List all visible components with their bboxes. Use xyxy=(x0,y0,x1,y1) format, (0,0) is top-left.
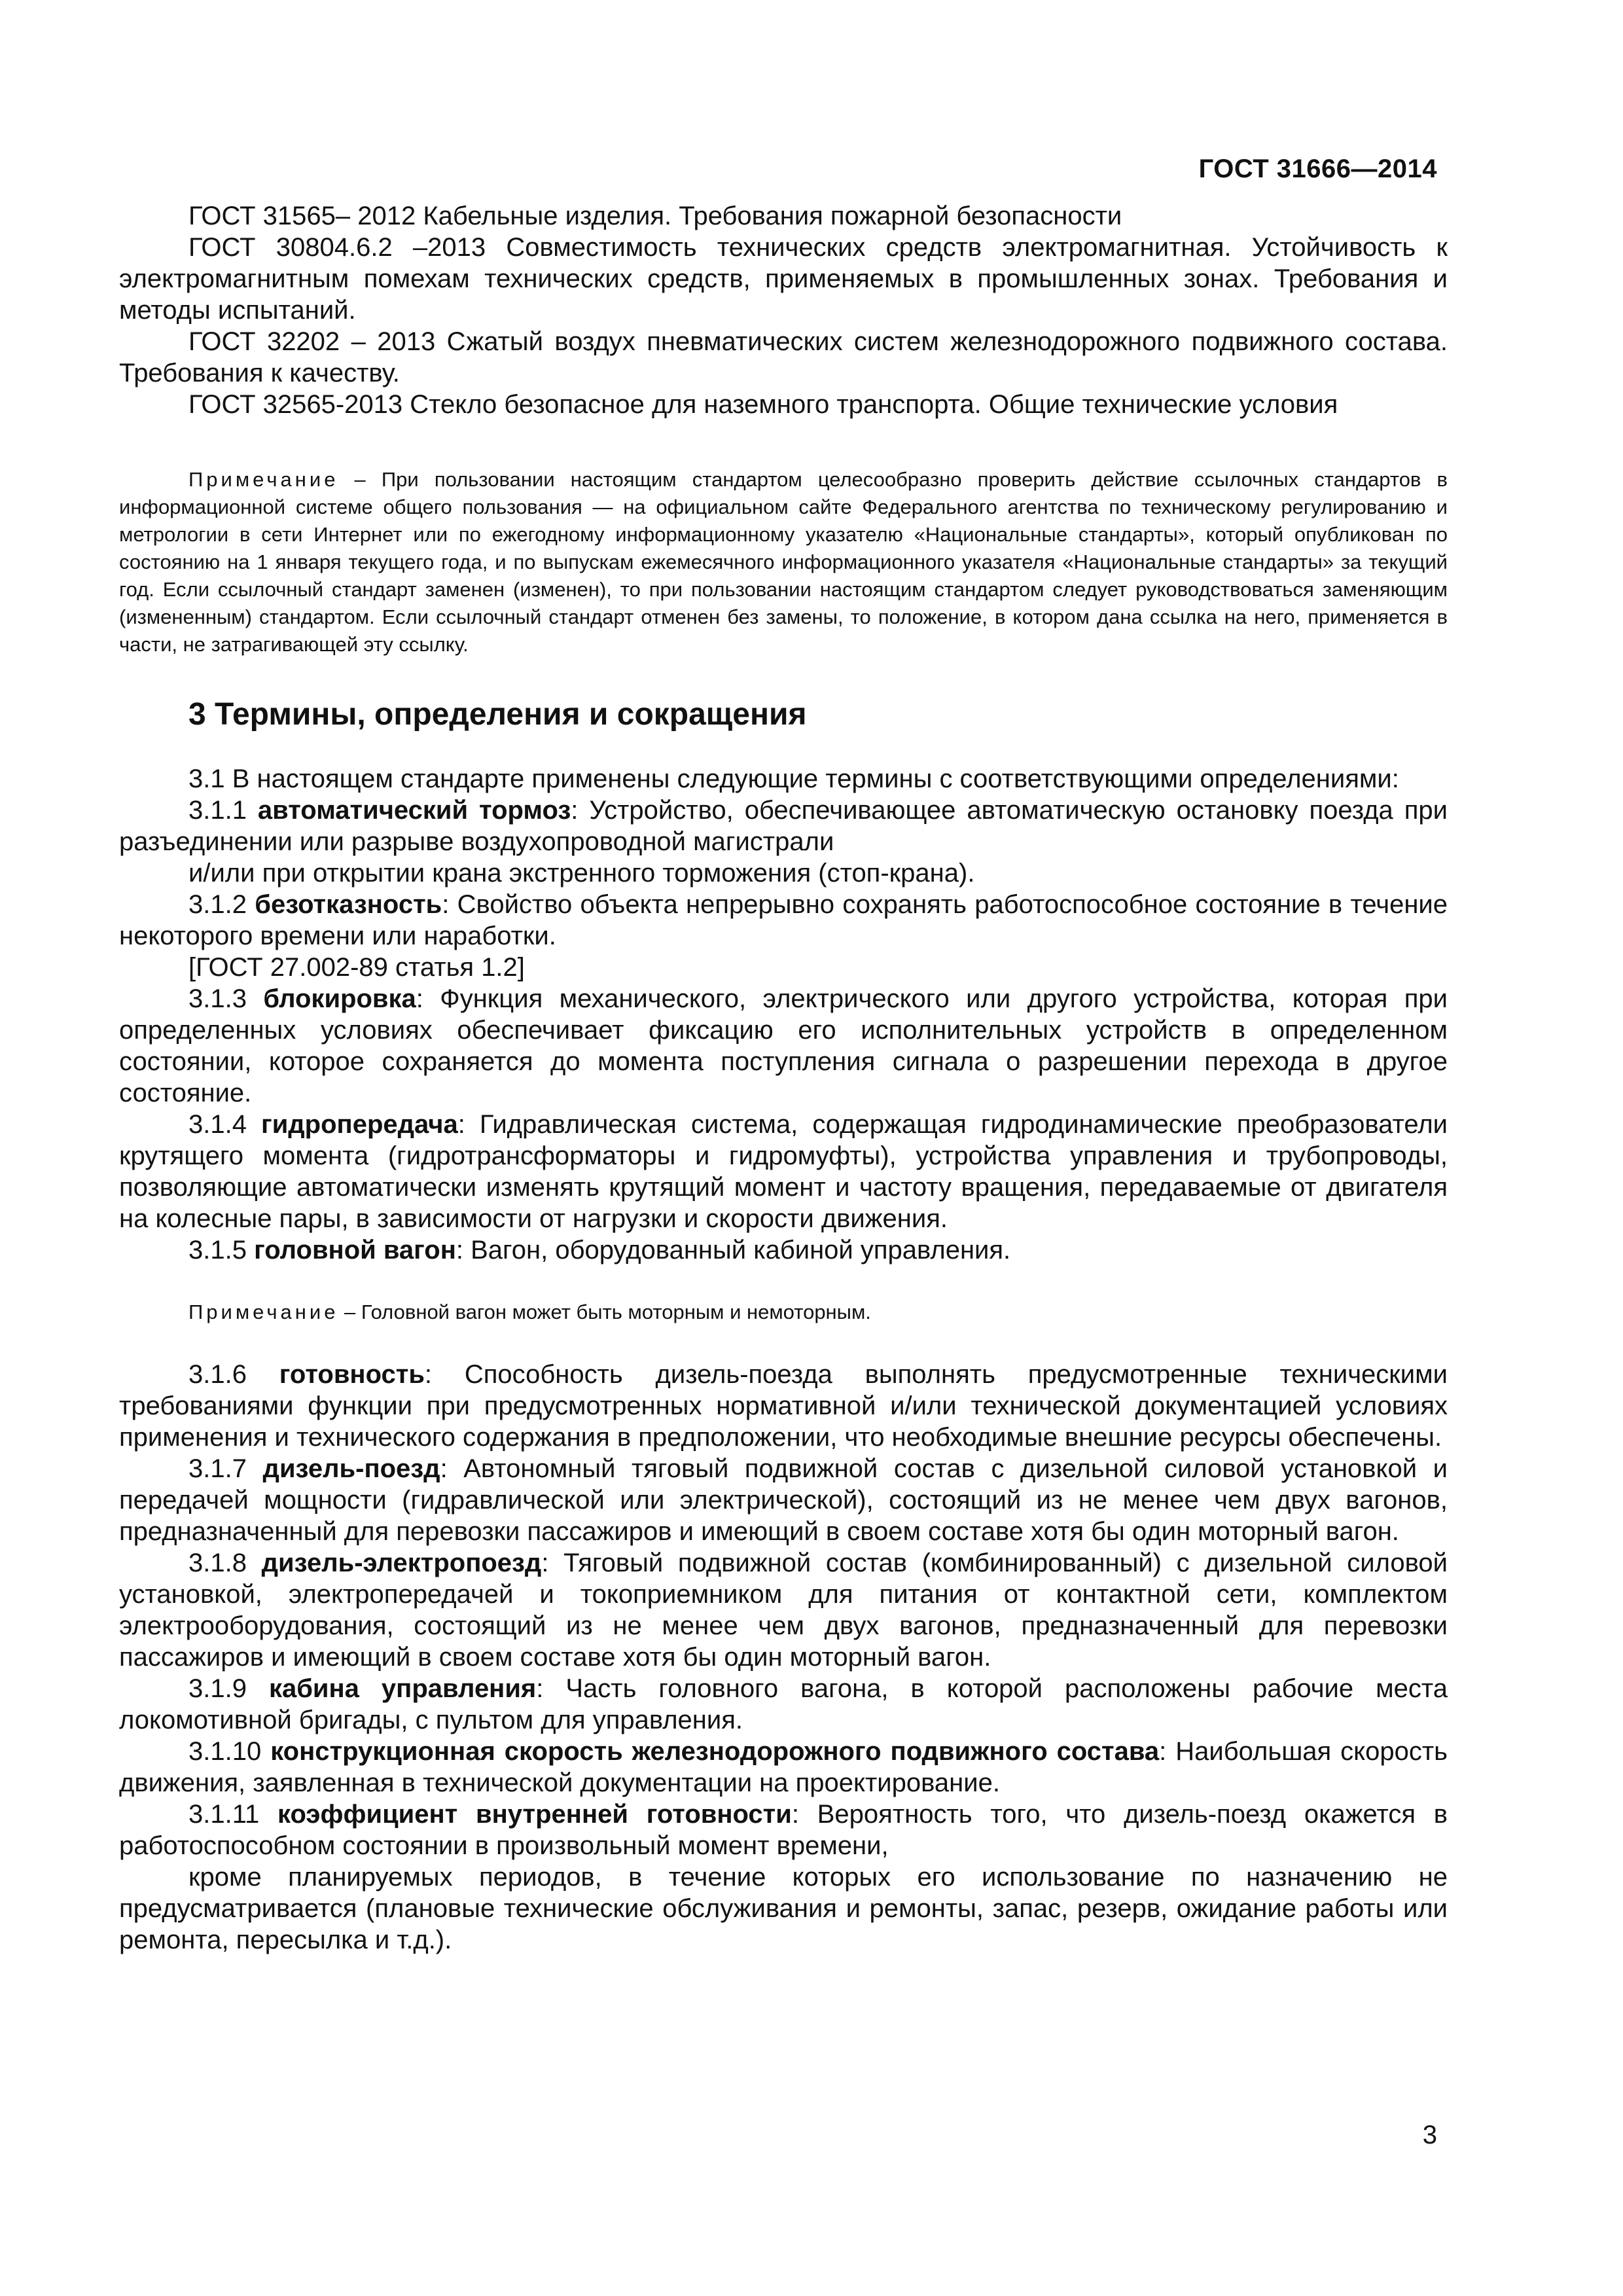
term-definition: 3.1.6 готовность: Способность дизель-поезда выполнять предусмотренные техническими требованиями функции при предусмотренных нормативной и/или технической документацией условиях применения и технического содержания в предположении, что необходимые внешние ресурсы обеспечены. xyxy=(119,1360,1448,1452)
term-continuation: кроме планируемых периодов, в течение которых его использование по назначению не предусматривается (плановые технические обслуживания и ремонты, запас, резерв, ожидание работы или ремонта, пересылка и т.д.). xyxy=(119,1863,1448,1954)
term-name: автоматический тормоз xyxy=(257,796,571,825)
term-definition: 3.1.9 кабина управления: Часть головного вагона, в которой расположены рабочие места локомотивной бригады, с пультом для управления. xyxy=(119,1674,1448,1734)
term-name: конструкционная скорость железнодорожного подвижного состава xyxy=(270,1737,1160,1766)
note-text: – При пользовании настоящим стандартом целесообразно проверить действие ссылочных стандартов в информационной системе общего пользования — на официальном сайте Федерального агентства по техническому регулированию и метрологии в сети Интернет или по ежегодному информационному указателю «Национальные стандарты», который опубликован по состоянию на 1 января текущего года, и по выпускам ежемесячного информационного указателя «Национальные стандарты» за текущий год. Если ссылочный стандарт заменен (изменен), то при пользовании настоящим стандартом следует руководствоваться заменяющим (измененным) стандартом. Если ссылочный стандарт отменен без замены, то положение, в котором дана ссылка на него, применяется в части, не затрагивающей эту ссылку. xyxy=(119,468,1448,656)
reference-item: ГОСТ 32202 – 2013 Сжатый воздух пневматических систем железнодорожного подвижного состава. Требования к качеству. xyxy=(119,327,1448,387)
reference-item: ГОСТ 31565– 2012 Кабельные изделия. Требования пожарной безопасности xyxy=(188,202,1122,230)
term-name: безотказность xyxy=(255,890,442,919)
term-source: [ГОСТ 27.002-89 статья 1.2] xyxy=(188,953,525,982)
term-continuation: и/или при открытии крана экстренного торможения (стоп-крана). xyxy=(188,859,975,888)
note-label: Примечание xyxy=(188,1300,339,1323)
note-references xyxy=(119,466,1448,658)
section-intro: 3.1 В настоящем стандарте применены следующие термины с соответствующими определениями: xyxy=(188,764,1399,793)
term-definition: 3.1.1 автоматический тормоз: Устройство, обеспечивающее автоматическую остановку поезда при разъединении или разрыве воздухопроводной магистрали xyxy=(119,796,1448,856)
term-name: дизель-электропоезд xyxy=(261,1549,542,1577)
term-name: кабина управления xyxy=(268,1674,537,1703)
term-name: коэффициент внутренней готовности xyxy=(277,1800,792,1829)
note-head-car xyxy=(119,1299,1448,1326)
term-definition: 3.1.11 коэффициент внутренней готовности: Вероятность того, что дизель-поезд окажется в работоспособном состоянии в произвольный момент времени, xyxy=(119,1800,1448,1860)
note-label: Примечание xyxy=(188,468,339,491)
section-heading: 3 Термины, определения и сокращения xyxy=(188,697,807,732)
term-definition: 3.1.4 гидропередача: Гидравлическая система, содержащая гидродинамические преобразователи крутящего момента (гидротрансформаторы и гидромуфты), устройства управления и трубопроводы, позволяющие автоматически изменять крутящий момент и частоту вращения, передаваемые от двигателя на колесные пары, в зависимости от нагрузки и скорости движения. xyxy=(119,1110,1448,1233)
reference-item: ГОСТ 30804.6.2 –2013 Совместимость технических средств электромагнитная. Устойчивость к электромагнитным помехам технических средств, применяемых в промышленных зонах. Требования и методы испытаний. xyxy=(119,233,1448,325)
term-definition: 3.1.10 конструкционная скорость железнодорожного подвижного состава: Наибольшая скорость движения, заявленная в технической документации на проектирование. xyxy=(119,1737,1448,1797)
term-name: головной вагон xyxy=(254,1236,456,1265)
term-definition: 3.1.2 безотказность: Свойство объекта непрерывно сохранять работоспособное состояние в течение некоторого времени или наработки. xyxy=(119,890,1448,950)
reference-item: ГОСТ 32565-2013 Стекло безопасное для наземного транспорта. Общие технические условия xyxy=(188,390,1338,419)
term-name: гидропередача xyxy=(261,1110,458,1139)
term-definition: 3.1.8 дизель-электропоезд: Тяговый подвижной состав (комбинированный) с дизельной силовой установкой, электропередачей и токоприемником для питания от контактной сети, комплектом электрооборудования, состоящий из не менее чем двух вагонов, предназначенный для перевозки пассажиров и имеющий в своем составе хотя бы один моторный вагон. xyxy=(119,1549,1448,1672)
term-name: дизель-поезд xyxy=(262,1454,440,1483)
standard-id: ГОСТ 31666—2014 xyxy=(1198,154,1437,183)
term-name: готовность xyxy=(279,1360,425,1389)
term-definition: 3.1.3 блокировка: Функция механического, электрического или другого устройства, которая при определенных условиях обеспечивает фиксацию его исполнительных устройств в определенном состоянии, которое сохраняется до момента поступления сигнала о разрешении перехода в другое состояние. xyxy=(119,984,1448,1107)
page-content xyxy=(119,200,1448,1956)
page-number: 3 xyxy=(1422,2121,1437,2149)
term-definition: 3.1.5 головной вагон: Вагон, оборудованный кабиной управления. xyxy=(188,1236,1011,1265)
term-definition: 3.1.7 дизель-поезд: Автономный тяговый подвижной состав с дизельной силовой установкой и передачей мощности (гидравлической или электрической), состоящий из не менее чем двух вагонов, предназначенный для перевозки пассажиров и имеющий в своем составе хотя бы один моторный вагон. xyxy=(119,1454,1448,1546)
note-text: – Головной вагон может быть моторным и немоторным. xyxy=(338,1300,871,1323)
term-name: блокировка xyxy=(263,984,416,1013)
